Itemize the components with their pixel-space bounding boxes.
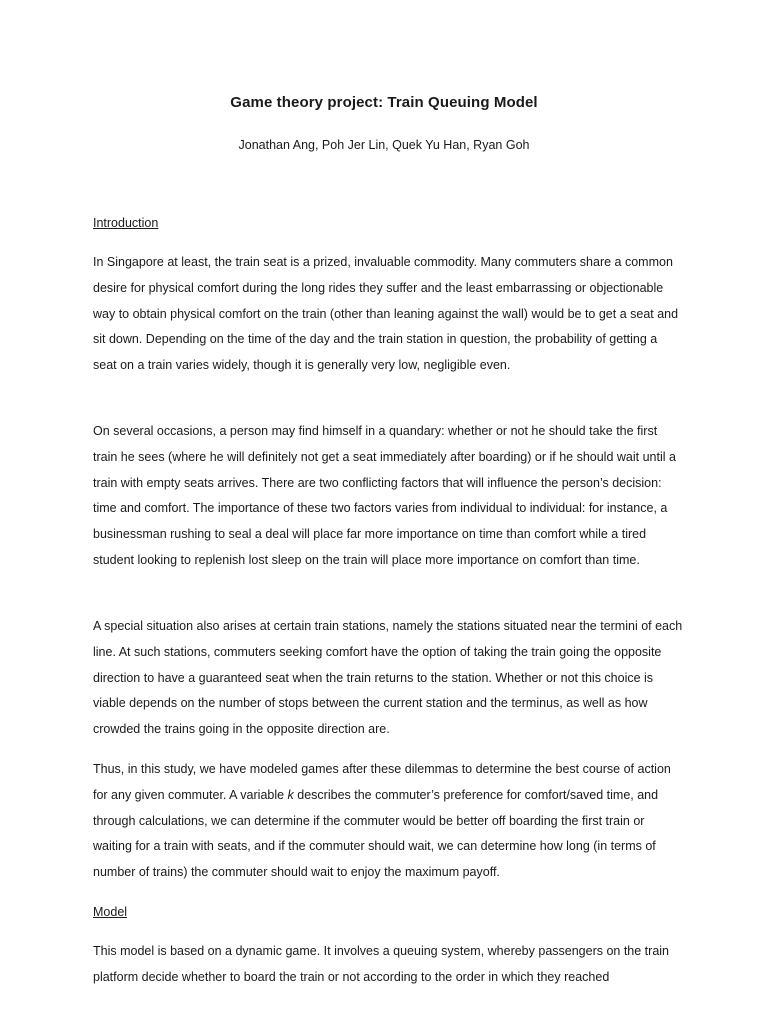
introduction-heading: Introduction	[93, 216, 159, 230]
introduction-paragraph-2: On several occasions, a person may find himself in a quandary: whether or not he should take the first train he sees (where he will definitely not get a seat immediately after boarding) or if he should wait until a train with empty seats arrives. There are two conflicting factors that will influence the person’s decision: time and comfort. The importance of these two factors varies from individual to individual: for instance, a businessman rushing to seal a deal will place far more importance on time than comfort while a tired student looking to replenish lost sleep on the train will place more importance on comfort than time.	[93, 424, 676, 567]
introduction-paragraph-4	[93, 757, 683, 886]
paragraph-4-text-after: describes the commuter’s preference for comfort/saved time, and through calculations, we can determine if the commuter would be better off boarding the first train or waiting for a train with seats, and if the commuter should wait, we can determine how long (in terms of number of trains) the commuter should wait to enjoy the maximum payoff.	[93, 787, 659, 880]
variable-k: k	[287, 787, 294, 802]
document-title: Game theory project: Train Queuing Model	[230, 94, 538, 111]
document-authors: Jonathan Ang, Poh Jer Lin, Quek Yu Han, Ryan Goh	[238, 138, 530, 152]
model-paragraph: This model is based on a dynamic game. It involves a queuing system, whereby passengers on the train platform decide whether to board the train or not according to the order in which they reached	[93, 944, 670, 984]
introduction-paragraph-3: A special situation also arises at certain train stations, namely the stations situated near the termini of each line. At such stations, commuters seeking comfort have the option of taking the train going the opposite direction to have a guaranteed seat when the train returns to the station. Whether or not this choice is viable depends on the number of stops between the current station and the terminus, as well as how crowded the trains going in the opposite direction are.	[93, 619, 683, 737]
paragraph-4-text-before: Thus, in this study, we have modeled games after these dilemmas to determine the best course of action for any given commuter. A variable	[93, 762, 671, 802]
model-heading: Model	[93, 905, 128, 919]
introduction-paragraph-1: In Singapore at least, the train seat is a prized, invaluable commodity. Many commuters share a common desire for physical comfort during the long rides they suffer and the least embarrassing or objectionable way to obtain physical comfort on the train (other than leaning against the wall) would be to get a seat and sit down. Depending on the time of the day and the train station in question, the probability of getting a seat on a train varies widely, though it is generally very low, negligible even.	[93, 255, 679, 373]
